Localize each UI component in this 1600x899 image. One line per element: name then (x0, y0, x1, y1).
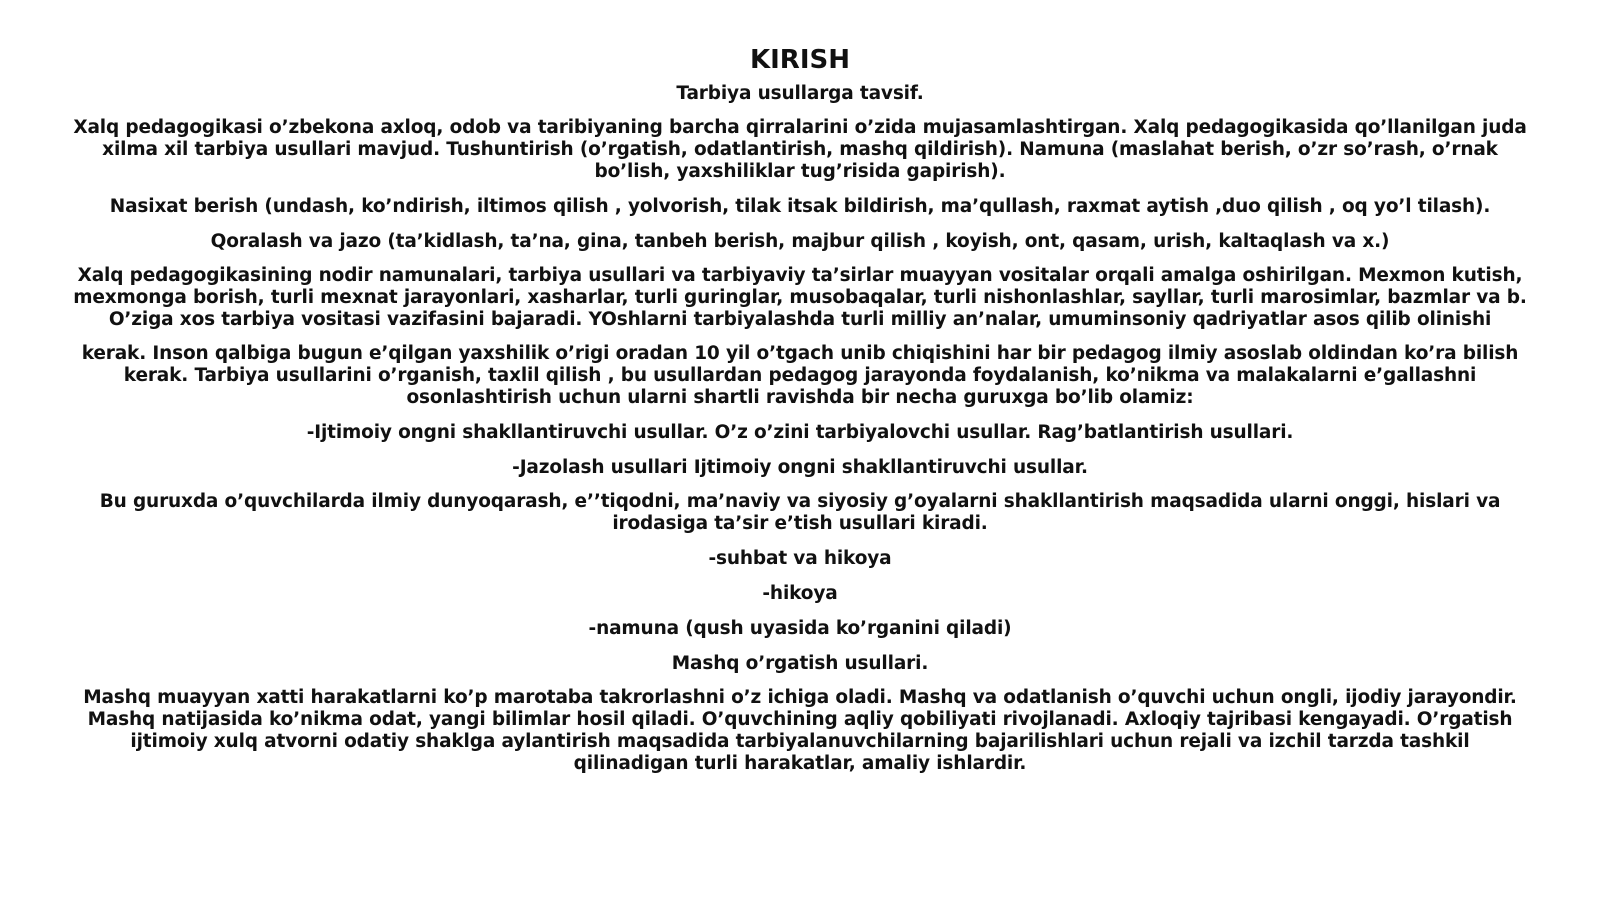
intro-paragraph: Xalq pedagogikasi o’zbekona axloq, odob va taribiyaning barcha qirralarini o’zida mujasamlashtirgan. Xalq pedagogikasida qo’llanilgan juda xilma xil tarbiya usullari mavjud. Tushuntirish (o’rgatish, odatlantirish, mashq qildirish). Namuna (maslahat berish, o’zr so’rash, o’rnak bo’lish, yaxshiliklar tug’risida gapirish). (73, 117, 1527, 182)
examples-paragraph: Xalq pedagogikasining nodir namunalari, tarbiya usullari va tarbiyaviy ta’sirlar muayyan vositalar orqali amalga oshirilgan. Mexmon kutish, mexmonga borish, turli mexnat jarayonlari, xasharlar, turli guringlar, musobaqalar, turli nishonlashlar, sayllar, turli marosimlar, bazmlar va b. O’ziga xos tarbiya vositasi vazifasini bajaradi. YOshlarni tarbiyalashda turli milliy an’nalar, umuminsoniy qadriyatlar asos qilib olinishi (73, 265, 1527, 330)
slide-content (70, 44, 1530, 874)
group-description-paragraph: Bu guruxda o’quvchilarda ilmiy dunyoqarash, e’’tiqodni, ma’naviy va siyosiy g’oyalarni shakllantirish maqsadida ularni onggi, hislari va irodasiga ta’sir e’tish usullari kiradi. (99, 491, 1501, 534)
advice-paragraph: Nasixat berish (undash, ko’ndirish, iltimos qilish , yolvorish, tilak itsak bildirish, ma’qullash, raxmat aytish ,duo qilish , oq yo’l tilash). (109, 196, 1491, 217)
subtitle-paragraph: Tarbiya usullarga tavsif. (676, 83, 924, 104)
list-item-example: -namuna (qush uyasida ko’rganini qiladi) (588, 618, 1012, 639)
list-item-conversation: -suhbat va hikoya (708, 548, 892, 569)
slide-title: KIRISH (749, 45, 850, 75)
exercise-paragraph: Mashq muayyan xatti harakatlarni ko’p marotaba takrorlashni o’z ichiga oladi. Mashq va odatlanish o’quvchi uchun ongli, ijodiy jarayondir. Mashq natijasida ko’nikma odat, yangi bilimlar hosil qiladi. O’quvchining aqliy qobiliyati rivojlanadi. Axloqiy tajribasi kengayadi. O’rgatish ijtimoiy xulq atvorni odatiy shaklga aylantirish maqsadida tarbiyalanuvchilarning bajarilishlari uchun rejali va izchil tarzda tashkil qilinadigan turli harakatlar, amaliy ishlardir. (83, 687, 1517, 774)
list-item-punishment: -Jazolash usullari Ijtimoiy ongni shakllantiruvchi usullar. (512, 457, 1088, 478)
punishment-paragraph: Qoralash va jazo (ta’kidlash, ta’na, gina, tanbeh berish, majbur qilish , koyish, ont, qasam, urish, kaltaqlash va x.) (210, 231, 1390, 252)
list-item-story: -hikoya (762, 583, 838, 604)
exercise-heading: Mashq o’rgatish usullari. (671, 653, 929, 674)
continuation-paragraph: kerak. Inson qalbiga bugun e’qilgan yaxshilik o’rigi oradan 10 yil o’tgach unib chiqishini har bir pedagog ilmiy asoslab oldindan ko’ra bilish kerak. Tarbiya usullarini o’rganish, taxlil qilish , bu usullardan pedagog jarayonda foydalanish, ko’nikma va malakalarni e’gallashni osonlashtirish uchun ularni shartli ravishda bir necha guruxga bo’lib olamiz: (81, 343, 1519, 408)
list-item-social: -Ijtimoiy ongni shakllantiruvchi usullar. O’z o’zini tarbiyalovchi usullar. Rag’batlantirish usullari. (306, 422, 1294, 443)
